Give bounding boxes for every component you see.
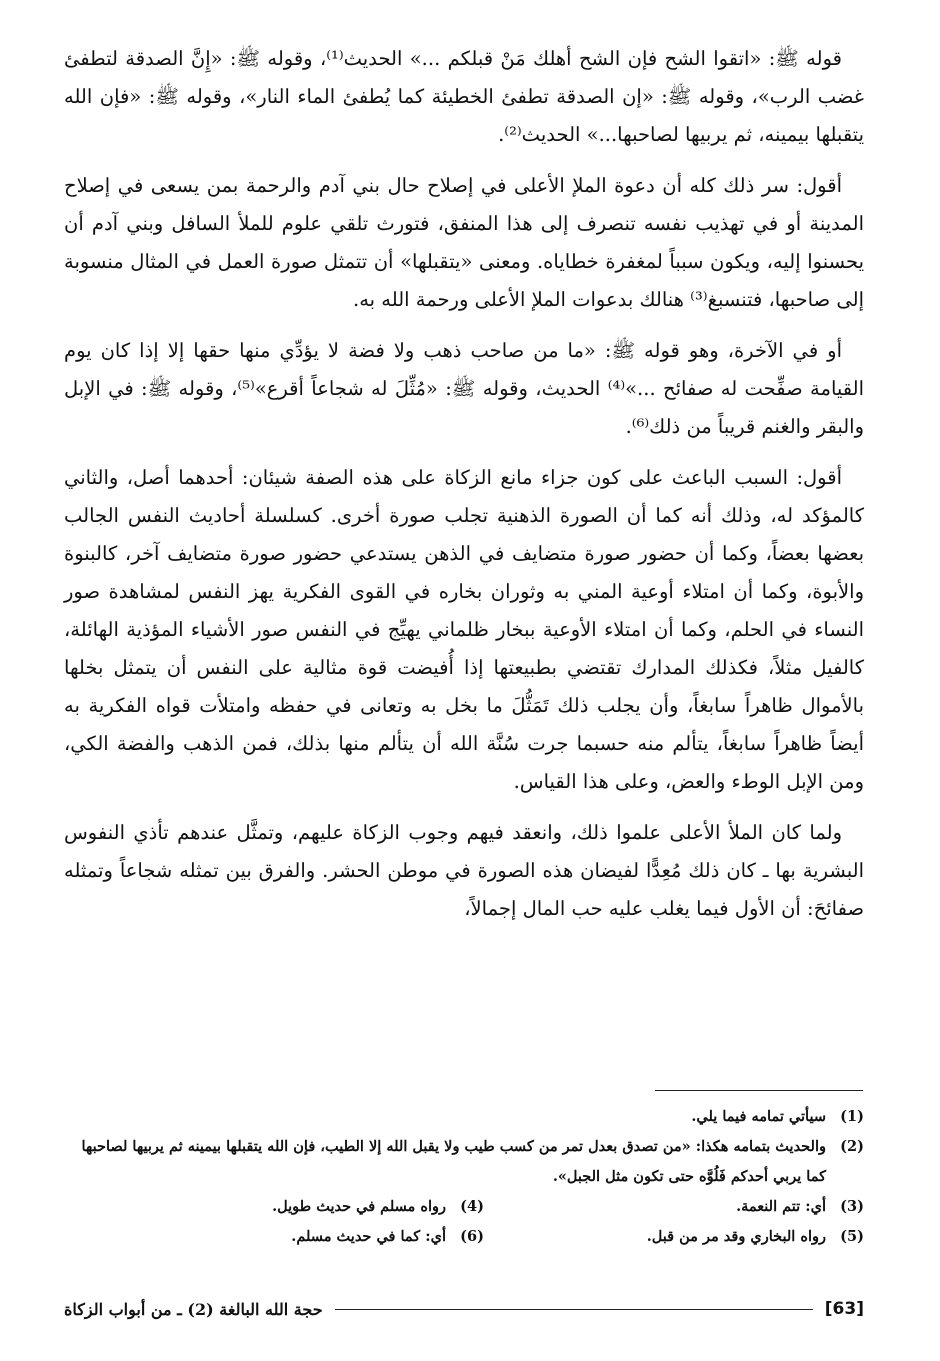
footnote-number: (3)	[840, 1198, 864, 1215]
footer-rule	[335, 1309, 813, 1310]
footnotes	[64, 1102, 864, 1252]
footnote-number: (4)	[460, 1198, 484, 1215]
footnote-4	[104, 1192, 484, 1222]
paragraph-3: أو في الآخرة، وهو قوله ﷺ: «ما من صاحب ذهب ولا فضة لا يؤدِّي منها حقها إلا إذا كان يوم القيامة صفِّحت له صفائح ...»⁽⁴⁾ الحديث، وقوله ﷺ: «مُثِّلَ له شجاعاً أقرع»⁽⁵⁾، وقوله ﷺ: في الإبل والبقر والغنم قريباً من ذلك⁽⁶⁾.	[64, 339, 864, 438]
footnote-2	[64, 1132, 864, 1192]
footnote-text: والحديث بتمامه هكذا: «من تصدق بعدل تمر من كسب طيب ولا يقبل الله إلا الطيب، فإن الله يتقبلها بيمينه ثم يربيها لصاحبها كما يربي أحدكم فَلُوَّه حتى تكون مثل الجبل».	[81, 1138, 826, 1185]
paragraph-5: ولما كان الملأ الأعلى علموا ذلك، وانعقد فيهم وجوب الزكاة عليهم، وتمثَّل عندهم تأذي النفوس البشرية بها ـ كان ذلك مُعِدًّا لفيضان هذه الصورة في موطن الحشر. والفرق بين تمثله شجاعاً وتمثله صفائحَ: أن الأول فيما يغلب عليه حب المال إجمالاً،	[64, 821, 864, 920]
footnote-number: (6)	[460, 1228, 484, 1245]
footnote-separator	[655, 1090, 863, 1091]
footnote-3	[484, 1192, 864, 1222]
footnote-row-3-4	[64, 1192, 864, 1222]
page-number: [63]	[824, 1299, 864, 1319]
footnote-1	[64, 1102, 864, 1132]
footnote-text: رواه مسلم في حديث طويل.	[272, 1198, 446, 1215]
footnote-number: (5)	[840, 1228, 864, 1245]
footnote-text: أي: كما في حديث مسلم.	[291, 1228, 446, 1245]
running-title: حجة الله البالغة (2) ـ من أبواب الزكاة	[64, 1299, 323, 1319]
footnote-number: (2)	[840, 1138, 864, 1155]
footnote-6	[104, 1222, 484, 1252]
footnote-text: سيأتي تمامه فيما يلي.	[691, 1108, 826, 1125]
footnote-5	[484, 1222, 864, 1252]
page-footer	[64, 1296, 864, 1322]
paragraph-2: أقول: سر ذلك كله أن دعوة الملإ الأعلى في إصلاح حال بني آدم والرحمة بمن يسعى في إصلاح المدينة أو في تهذيب نفسه تنصرف إلى هذا المنفق، فتورث تلقي علوم للملأ السافل وبني آدم أن يحسنوا إليه، ويكون سبباً لمغفرة خطاياه. ومعنى «يتقبلها» أن تتمثل صورة العمل في المثال منسوبة إلى صاحبها، فتنسبغ⁽³⁾ هنالك بدعوات الملإ الأعلى ورحمة الله به.	[64, 174, 864, 311]
footnote-text: أي: تتم النعمة.	[736, 1198, 826, 1215]
footnote-number: (1)	[840, 1108, 864, 1125]
footnote-row-5-6	[64, 1222, 864, 1252]
paragraph-1: قوله ﷺ: «اتقوا الشح فإن الشح أهلك مَنْ قبلكم ...» الحديث⁽¹⁾، وقوله ﷺ: «إِنَّ الصدقة لتطفئ غضب الرب»، وقوله ﷺ: «إن الصدقة تطفئ الخطيئة كما يُطفئ الماء النار»، وقوله ﷺ: «فإن الله يتقبلها بيمينه، ثم يربيها لصاحبها...» الحديث⁽²⁾.	[64, 47, 864, 146]
footnote-text: رواه البخاري وقد مر من قبل.	[646, 1228, 826, 1245]
main-text	[64, 40, 864, 941]
paragraph-4: أقول: السبب الباعث على كون جزاء مانع الزكاة على هذه الصفة شيئان: أحدهما أصل، والثاني كالمؤكد له، وذلك أنه كما أن الصورة الذهنية تجلب صورة أخرى. كسلسلة أحاديث النفس الجالب بعضها بعضاً، وكما أن حضور صورة متضايف في الذهن يستدعي حضور صورة متضايف آخر، كالبنوة والأبوة، وكما أن امتلاء أوعية المني به وثوران بخاره في القوى الفكرية يهز النفس لمشاهدة صور النساء في الحلم، وكما أن امتلاء الأوعية ببخار ظلماني يهيِّج في النفس صور الأشياء المؤذية الهائلة، كالفيل مثلاً، فكذلك المدارك تقتضي بطبيعتها إذا أُفيضت قوة مثالية على النفس أن يتمثل بخلها بالأموال ظاهراً سابغاً، وأن يجلب ذلك تَمَثُّلَ ما بخل به وتعانى في حفظه وامتلأت قواه الفكرية به أيضاً ظاهراً سابغاً، يتألم منه حسبما جرت سُنَّة الله أن يتألم منها بذلك، فمن الذهب والفضة الكي، ومن الإبل الوطء والعض، وعلى هذا القياس.	[64, 466, 864, 793]
